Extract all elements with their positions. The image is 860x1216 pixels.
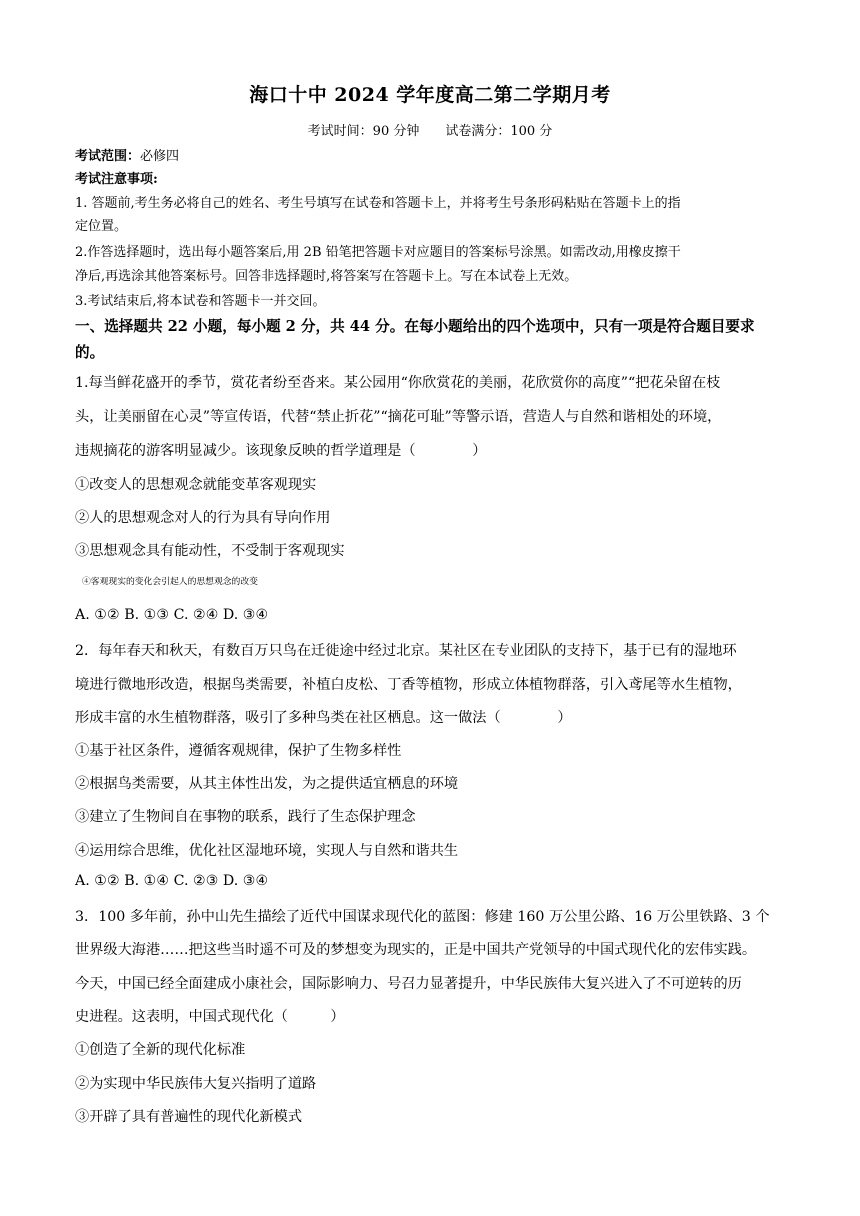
question-stem: 史进程。这表明，中国式现代化（ ） bbox=[75, 1009, 345, 1025]
question-stem: 1.每当鲜花盛开的季节，赏花者纷至沓来。某公园用“你欣赏花的美丽，花欣赏你的高度”“把花朵留在枝 bbox=[75, 375, 721, 391]
question-stem: 3．100 多年前，孙中山先生描绘了近代中国谋求现代化的蓝图：修建 160 万公里公路、16 万公里铁路、3 个 bbox=[75, 909, 770, 925]
question-stem: 世界级大海港……把这些当时遥不可及的梦想变为现实的，正是中国共产党领导的中国式现代化的宏伟实践。 bbox=[75, 942, 757, 958]
question-option: ④客观现实的变化会引起人的思想观念的改变 bbox=[82, 577, 258, 587]
full-score: 试卷满分：100 分 bbox=[445, 124, 553, 139]
question-option: ④运用综合思维，优化社区湿地环境，实现人与自然和谐共生 bbox=[75, 843, 459, 859]
notes-line: 3.考试结束后,将本试卷和答题卡一并交回。 bbox=[75, 294, 326, 309]
question-stem: 2．每年春天和秋天，有数百万只鸟在迁徙途中经过北京。某社区在专业团队的支持下，基于已有的湿地环 bbox=[75, 643, 737, 659]
notes-line: 净后,再选涂其他答案标号。回答非选择题时,将答案写在答题卡上。写在本试卷上无效。 bbox=[75, 269, 578, 284]
question-stem: 违规摘花的游客明显减少。该现象反映的哲学道理是（ ） bbox=[75, 443, 487, 459]
notes-heading: 考试注意事项: bbox=[75, 172, 158, 187]
answer-choices: A. ①② B. ①④ C. ②③ D. ③④ bbox=[75, 873, 269, 889]
question-stem: 境进行微地形改造，根据鸟类需要，补植白皮松、丁香等植物，形成立体植物群落，引入鸢尾等水生植物， bbox=[75, 677, 742, 693]
notes-line: 定位置。 bbox=[75, 219, 128, 234]
question-stem: 今天，中国已经全面建成小康社会，国际影响力、号召力显著提升，中华民族伟大复兴进入了不可逆转的历 bbox=[75, 976, 742, 992]
notes-line: 2.作答选择题时，选出每小题答案后,用 2B 铅笔把答题卡对应题目的答案标号涂黑。如需改动,用橡皮擦干 bbox=[75, 245, 681, 260]
question-option: ③开辟了具有普遍性的现代化新模式 bbox=[75, 1109, 303, 1125]
question-option: ②根据鸟类需要，从其主体性出发，为之提供适宜栖息的环境 bbox=[75, 776, 459, 792]
section-heading: 一、选择题共 22 小题，每小题 2 分，共 44 分。在每小题给出的四个选项中，只有一项是符合题目要求 bbox=[75, 318, 755, 335]
scope-label: 考试范围： bbox=[75, 149, 141, 164]
notes-line: 1. 答题前,考生务必将自己的姓名、考生号填写在试卷和答题卡上，并将考生号条形码粘贴在答题卡上的指 bbox=[75, 196, 681, 211]
question-option: ①创造了全新的现代化标准 bbox=[75, 1042, 246, 1058]
scope-value: 必修四 bbox=[140, 149, 180, 164]
question-stem: 形成丰富的水生植物群落，吸引了多种鸟类在社区栖息。这一做法（ ） bbox=[75, 710, 572, 726]
exam-scope bbox=[75, 145, 795, 164]
question-option: ①改变人的思想观念就能变革客观现实 bbox=[75, 477, 317, 493]
question-option: ①基于社区条件，遵循客观规律，保护了生物多样性 bbox=[75, 743, 402, 759]
question-option: ②人的思想观念对人的行为具有导向作用 bbox=[75, 510, 331, 526]
question-stem: 头，让美丽留在心灵”等宣传语，代替“禁止折花”“摘花可耻”等警示语，营造人与自然和谐相处的环境， bbox=[75, 409, 722, 425]
question-option: ③建立了生物间自在事物的联系，践行了生态保护理念 bbox=[75, 809, 416, 825]
exam-meta bbox=[0, 120, 860, 139]
question-option: ②为实现中华民族伟大复兴指明了道路 bbox=[75, 1076, 317, 1092]
exam-time: 考试时间：90 分钟 bbox=[307, 124, 420, 139]
section-heading: 的。 bbox=[75, 344, 105, 361]
page-title: 海口十中 2024 学年度高二第二学期月考 bbox=[249, 84, 611, 106]
answer-choices: A. ①② B. ①③ C. ②④ D. ③④ bbox=[75, 607, 269, 623]
question-option: ③思想观念具有能动性，不受制于客观现实 bbox=[75, 543, 345, 559]
